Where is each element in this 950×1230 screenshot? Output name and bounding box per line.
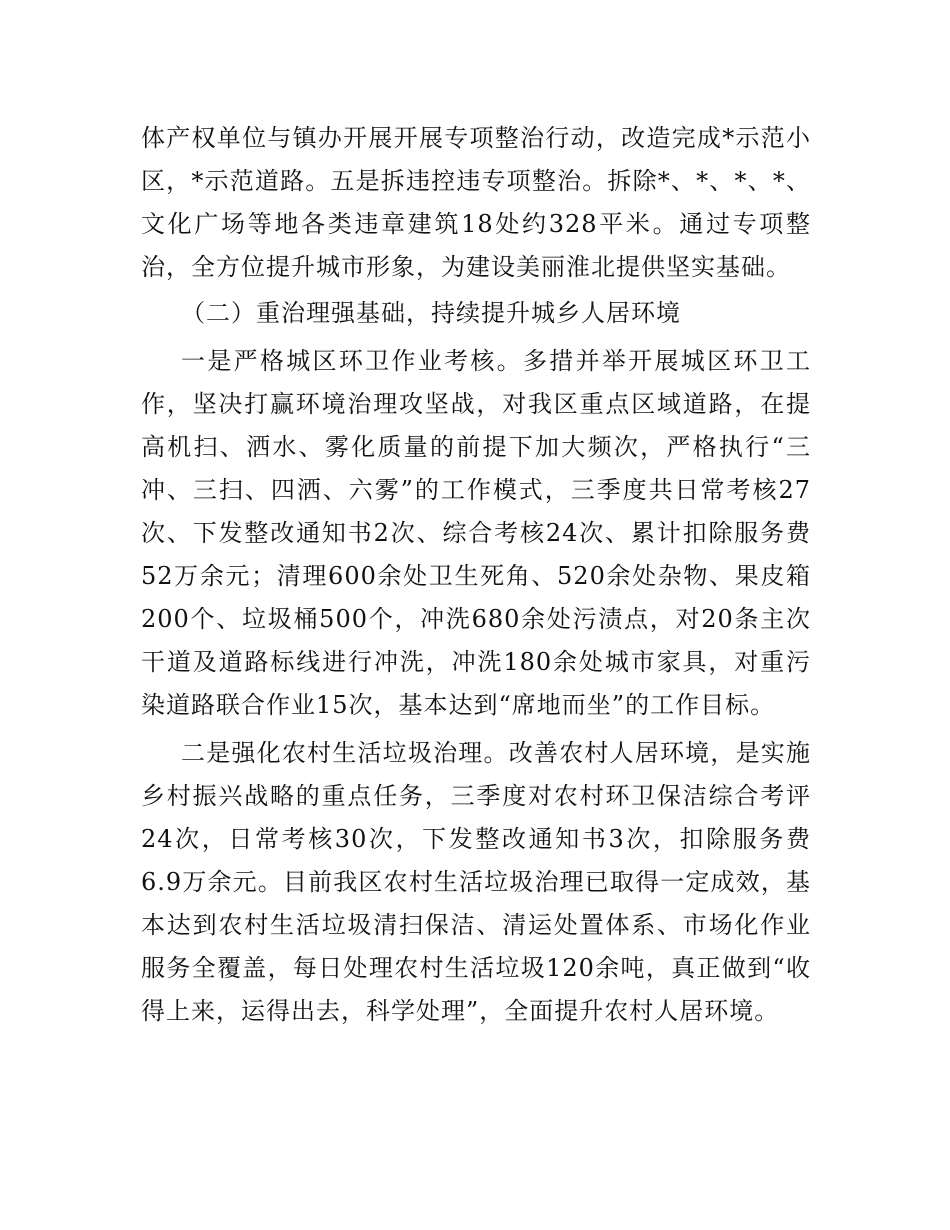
paragraph-urban-sanitation: 一是严格城区环卫作业考核。多措并举开展城区环卫工作，坚决打赢环境治理攻坚战，对我区重点区域道路，在提高机扫、洒水、雾化质量的前提下加大频次，严格执行“三冲、三扫、四洒、六雾”的工作模式，三季度共日常考核27次、下发整改通知书2次、综合考核24次、累计扣除服务费52万余元；清理600余处卫生死角、520余处杂物、果皮箱200个、垃圾桶500个，冲洗680余处污渍点，对20条主次干道及道路标线进行冲洗，冲洗180余处城市家具，对重污染道路联合作业15次，基本达到“席地而坐”的工作目标。 [141,347,811,719]
document-body [141,117,811,1033]
section-heading: （二）重治理强基础，持续提升城乡人居环境 [181,299,681,327]
paragraph-continuation: 体产权单位与镇办开展开展专项整治行动，改造完成*示范小区，*示范道路。五是拆违控违专项整治。拆除*、*、*、*、文化广场等地各类违章建筑18处约328平米。通过专项整治，全方位提升城市形象，为建设美丽淮北提供坚实基础。 [141,124,811,281]
paragraph-rural-garbage: 二是强化农村生活垃圾治理。改善农村人居环境，是实施乡村振兴战略的重点任务，三季度对农村环卫保洁综合考评24次，日常考核30次，下发整改通知书3次，扣除服务费6.9万余元。目前我区农村生活垃圾治理已取得一定成效，基本达到农村生活垃圾清扫保洁、清运处置体系、市场化作业服务全覆盖，每日处理农村生活垃圾120余吨，真正做到“收得上来，运得出去，科学处理”，全面提升农村人居环境。 [141,739,811,1025]
